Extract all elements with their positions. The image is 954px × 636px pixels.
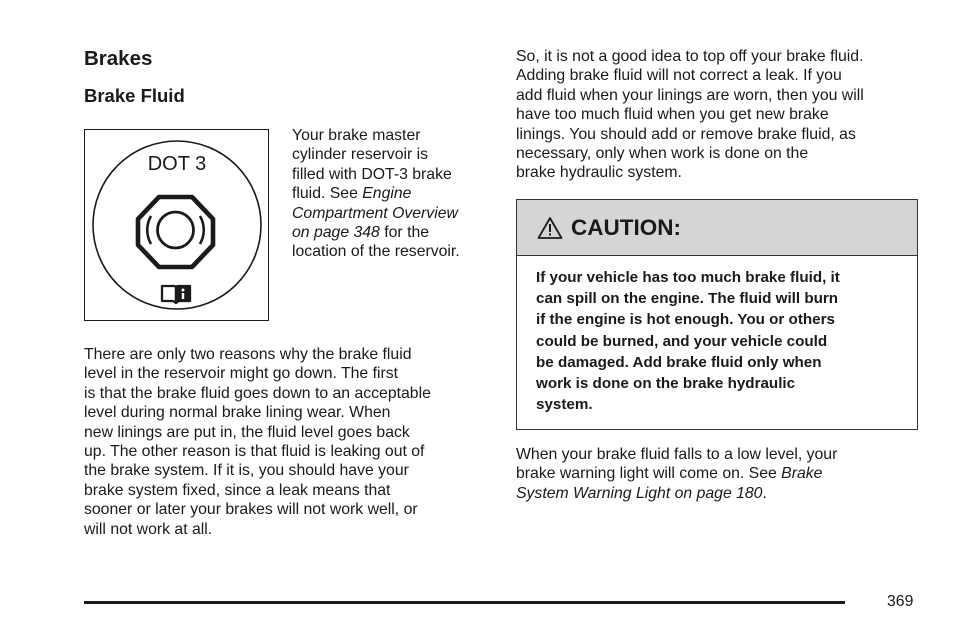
text-line: Your brake master — [292, 127, 421, 144]
right-paragraph — [516, 47, 921, 183]
text-line: If your vehicle has too much brake fluid, it — [536, 269, 840, 286]
text-line: necessary, only when work is done on the — [516, 145, 809, 163]
dot3-label: DOT 3 — [147, 153, 207, 175]
subsection-title: Brake Fluid — [84, 85, 185, 106]
cross-reference-link[interactable]: Brake — [781, 465, 823, 483]
text-line: be damaged. Add brake fluid only when — [536, 353, 822, 371]
cross-reference-link[interactable]: on page 348 — [292, 224, 380, 242]
text-line: When your brake fluid falls to a low level, your — [516, 446, 838, 463]
left-paragraph — [84, 345, 484, 539]
dot3-cap-illustration — [84, 129, 269, 321]
text-segment: . — [762, 484, 767, 502]
text-line: cylinder reservoir is — [292, 146, 429, 164]
text-line: will not work at all. — [84, 520, 213, 538]
text-line — [516, 464, 921, 483]
warning-triangle-icon — [537, 216, 563, 240]
caution-text — [517, 256, 917, 415]
text-line: work is done on the brake hydraulic — [536, 375, 796, 393]
text-line: have too much fluid when you get new brake — [516, 106, 829, 124]
cross-reference-link[interactable]: System Warning Light on page 180 — [516, 484, 763, 502]
caution-header — [517, 200, 917, 256]
text-line: sooner or later your brakes will not work well, or — [84, 501, 418, 519]
caution-box — [516, 199, 918, 430]
text-line: is that the brake fluid goes down to an acceptable — [84, 384, 431, 402]
text-segment: for the — [379, 224, 430, 242]
text-line: location of the reservoir. — [292, 243, 460, 261]
text-line: level in the reservoir might go down. The first — [84, 365, 399, 383]
text-line: can spill on the engine. The fluid will burn — [536, 290, 839, 308]
text-line: brake hydraulic system. — [516, 164, 682, 182]
cross-reference-link[interactable]: Engine — [362, 185, 412, 203]
final-paragraph — [516, 445, 921, 503]
text-segment: fluid. See — [292, 185, 363, 203]
text-line: up. The other reason is that fluid is leaking out of — [84, 443, 425, 461]
text-line: the brake system. If it is, you should have your — [84, 462, 409, 480]
caution-title: CAUTION: — [571, 214, 681, 240]
text-line: So, it is not a good idea to top off your brake fluid. — [516, 48, 864, 65]
text-line: new linings are put in, the fluid level goes back — [84, 423, 410, 441]
text-line: add fluid when your linings are worn, then you will — [516, 86, 864, 104]
text-line: brake system fixed, since a leak means that — [84, 481, 391, 499]
text-line: level during normal brake lining wear. When — [84, 404, 391, 422]
footer-rule — [84, 601, 845, 604]
text-line: could be burned, and your vehicle could — [536, 332, 828, 350]
text-line: filled with DOT-3 brake — [292, 165, 452, 183]
brake-warning-symbol-icon — [138, 197, 213, 267]
text-line — [292, 184, 492, 203]
page-number: 369 — [887, 593, 914, 610]
text-line: Adding brake fluid will not correct a leak. If you — [516, 67, 842, 85]
text-line — [516, 484, 921, 503]
text-line: There are only two reasons why the brake fluid — [84, 346, 412, 363]
text-line — [292, 204, 492, 223]
text-line: system. — [536, 396, 593, 414]
text-segment: brake warning light will come on. See — [516, 465, 782, 483]
text-line — [292, 223, 492, 242]
cross-reference-link[interactable]: Compartment Overview — [292, 204, 458, 222]
reservoir-cap-graphic — [85, 130, 268, 320]
figure-caption-text — [292, 126, 492, 262]
owners-manual-icon — [162, 286, 190, 303]
text-line: if the engine is hot enough. You or others — [536, 311, 835, 329]
section-title: Brakes — [84, 47, 153, 70]
text-line: linings. You should add or remove brake fluid, as — [516, 125, 856, 143]
